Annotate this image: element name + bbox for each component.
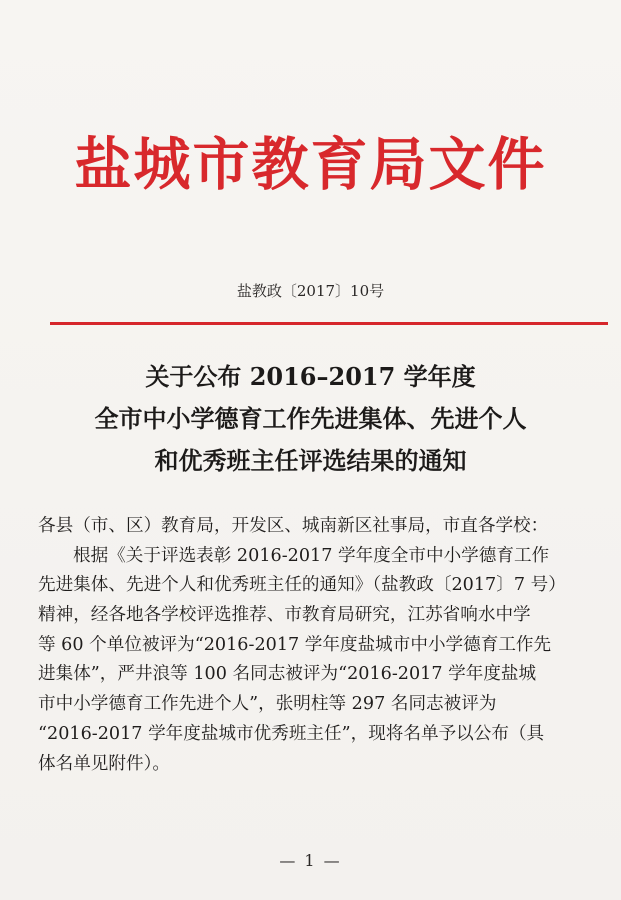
- masthead-title: 盐城市教育局文件: [74, 131, 547, 198]
- body-text-line: 根据《关于评选表彰 2016-2017 学年度全市中小学德育工作: [73, 545, 550, 566]
- body-text-line: 先进集体、先进个人和优秀班主任的通知》（盐教政〔2017〕7 号）: [38, 575, 566, 596]
- page-number: — 1 —: [279, 851, 342, 870]
- notice-title-line-2: 全市中小学德育工作先进集体、先进个人: [94, 404, 527, 433]
- notice-body: [38, 512, 613, 779]
- body-text-line: 市中小学德育工作先进个人”，张明柱等 297 名同志被评为: [38, 694, 497, 715]
- body-text-line: 体名单见附件）。: [38, 753, 170, 774]
- body-text-line: 进集体”，严井浪等 100 名同志被评为“2016-2017 学年度盐城: [38, 664, 537, 685]
- body-text-line: “2016-2017 学年度盐城市优秀班主任”，现将名单予以公布（具: [38, 723, 545, 744]
- red-divider-line: [50, 322, 608, 325]
- body-text-line: 精神，经各地各学校评选推荐、市教育局研究，江苏省响水中学: [38, 605, 531, 626]
- notice-title-line-1: 关于公布 2016–2017 学年度: [145, 362, 476, 391]
- salutation-line: 各县（市、区）教育局，开发区、城南新区社事局，市直各学校：: [38, 516, 549, 536]
- notice-title-line-3: 和优秀班主任评选结果的通知: [154, 446, 467, 475]
- body-text-line: 等 60 个单位被评为“2016-2017 学年度盐城市中小学德育工作先: [38, 634, 552, 655]
- document-number: 盐教政〔2017〕10号: [236, 282, 385, 300]
